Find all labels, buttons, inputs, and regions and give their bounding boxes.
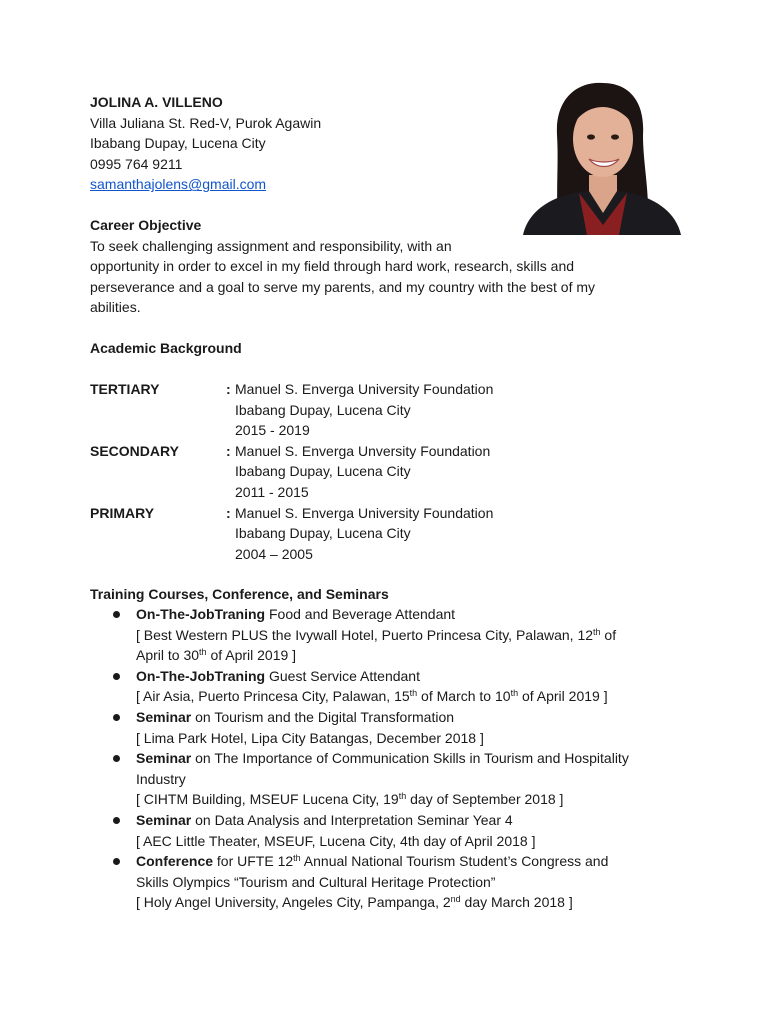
ordinal-suffix: th bbox=[409, 688, 418, 699]
career-objective-section bbox=[90, 215, 595, 318]
academic-list bbox=[90, 379, 690, 564]
training-detail: day of September 2018 ] bbox=[406, 791, 564, 808]
training-detail: April to 30 bbox=[136, 647, 200, 664]
objective-line: perseverance and a goal to serve my parents, and my country with the best of my bbox=[90, 278, 596, 295]
academic-level: PRIMARY bbox=[90, 504, 155, 521]
training-detail: [ AEC Little Theater, MSEUF, Lucena City, 4th day of April 2018 ] bbox=[136, 832, 536, 849]
academic-background-heading: Academic Background bbox=[90, 340, 242, 356]
bullet-icon bbox=[113, 714, 120, 721]
training-detail: of April 2019 ] bbox=[206, 647, 297, 664]
bullet-icon bbox=[113, 673, 120, 680]
profile-photo bbox=[519, 75, 683, 235]
school-years: 2004 – 2005 bbox=[235, 545, 313, 562]
colon-separator: : bbox=[226, 381, 231, 397]
training-detail: [ Holy Angel University, Angeles City, Pampanga, 2 bbox=[136, 894, 451, 911]
academic-level: SECONDARY bbox=[90, 442, 179, 459]
ordinal-suffix: th bbox=[510, 688, 519, 699]
training-item bbox=[90, 666, 690, 707]
school-location: Ibabang Dupay, Lucena City bbox=[235, 525, 411, 542]
training-title: Food and Beverage Attendant bbox=[265, 606, 456, 622]
training-title: Skills Olympics “Tourism and Cultural Heritage Protection” bbox=[136, 873, 496, 890]
trainings-heading-block bbox=[90, 584, 389, 605]
training-title: on Data Analysis and Interpretation Seminar Year 4 bbox=[191, 811, 513, 828]
school-name: Manuel S. Enverga University Foundation bbox=[235, 504, 494, 521]
contact-block bbox=[90, 92, 321, 195]
school-name: Manuel S. Enverga Unversity Foundation bbox=[235, 442, 491, 459]
academic-entry-primary bbox=[90, 503, 690, 565]
bullet-icon bbox=[113, 755, 120, 762]
ordinal-suffix: th bbox=[398, 791, 407, 802]
objective-line: abilities. bbox=[90, 299, 141, 316]
academic-level: TERTIARY bbox=[90, 381, 160, 397]
training-type: Seminar bbox=[136, 811, 192, 828]
objective-line: To seek challenging assignment and responsibility, with an bbox=[90, 237, 452, 254]
bullet-icon bbox=[113, 858, 120, 865]
applicant-name: JOLINA A. VILLENO bbox=[90, 94, 223, 110]
training-item bbox=[90, 851, 690, 913]
training-title: on Tourism and the Digital Transformation bbox=[191, 708, 455, 725]
email-link[interactable]: samanthajolens@gmail.com bbox=[90, 176, 267, 193]
address-line-1: Villa Juliana St. Red-V, Purok Agawin bbox=[90, 114, 322, 131]
training-detail: [ CIHTM Building, MSEUF Lucena City, 19 bbox=[136, 791, 399, 808]
training-detail: [ Air Asia, Puerto Princesa City, Palawan, 15 bbox=[136, 688, 410, 705]
training-type: On-The-JobTraning bbox=[136, 667, 266, 684]
training-title: Guest Service Attendant bbox=[265, 667, 420, 684]
address-line-2: Ibabang Dupay, Lucena City bbox=[90, 135, 266, 152]
training-title: Industry bbox=[136, 770, 186, 787]
objective-line: opportunity in order to excel in my field through hard work, research, skills and bbox=[90, 258, 575, 275]
training-title: for UFTE 12 bbox=[213, 853, 294, 870]
ordinal-suffix: th bbox=[293, 853, 301, 864]
trainings-heading: Training Courses, Conference, and Seminars bbox=[90, 586, 389, 602]
academic-heading-block bbox=[90, 338, 242, 359]
training-type: Conference bbox=[136, 853, 214, 870]
training-item bbox=[90, 604, 690, 666]
training-title: on The Importance of Communication Skills in Tourism and Hospitality bbox=[191, 750, 629, 767]
training-detail: day March 2018 ] bbox=[460, 894, 573, 911]
ordinal-suffix: nd bbox=[450, 894, 461, 905]
bullet-icon bbox=[113, 611, 120, 618]
ordinal-suffix: th bbox=[199, 647, 207, 658]
academic-entry-tertiary bbox=[90, 379, 690, 441]
training-type: On-The-JobTraning bbox=[136, 606, 266, 622]
colon-separator: : bbox=[226, 504, 231, 521]
school-years: 2015 - 2019 bbox=[235, 422, 310, 439]
bullet-icon bbox=[113, 817, 120, 824]
career-objective-heading: Career Objective bbox=[90, 217, 202, 233]
training-title: Annual National Tourism Student’s Congress and bbox=[300, 853, 609, 870]
academic-entry-secondary bbox=[90, 441, 690, 503]
training-item bbox=[90, 748, 690, 810]
training-detail: of April 2019 ] bbox=[518, 688, 608, 705]
school-location: Ibabang Dupay, Lucena City bbox=[235, 401, 411, 418]
school-name: Manuel S. Enverga University Foundation bbox=[235, 381, 494, 397]
training-detail: [ Best Western PLUS the Ivywall Hotel, Puerto Princesa City, Palawan, 12 bbox=[136, 626, 594, 643]
training-detail: [ Lima Park Hotel, Lipa City Batangas, December 2018 ] bbox=[136, 729, 484, 746]
training-type: Seminar bbox=[136, 750, 192, 767]
training-type: Seminar bbox=[136, 708, 192, 725]
ordinal-suffix: th bbox=[593, 626, 601, 637]
colon-separator: : bbox=[226, 442, 231, 459]
school-years: 2011 - 2015 bbox=[235, 483, 309, 500]
training-detail: of bbox=[600, 626, 617, 643]
trainings-list bbox=[90, 604, 690, 913]
phone-number: 0995 764 9211 bbox=[90, 155, 183, 172]
school-location: Ibabang Dupay, Lucena City bbox=[235, 463, 411, 480]
training-item bbox=[90, 707, 690, 748]
training-detail: of March to 10 bbox=[417, 688, 511, 705]
training-item bbox=[90, 810, 690, 851]
